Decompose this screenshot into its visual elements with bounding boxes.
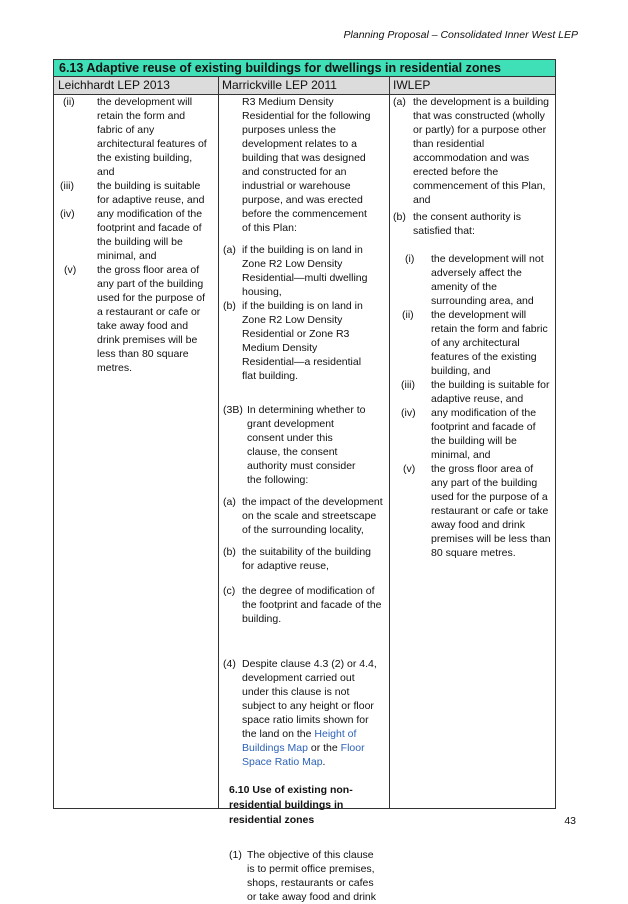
list-item: (i) the development will not adversely affect the amenity of the surrounding area, and <box>405 253 544 307</box>
comparison-table <box>53 59 556 903</box>
floor-space-ratio-map-link[interactable]: Floor Space Ratio Map <box>242 742 365 768</box>
column-header-marrickville: Marrickville LEP 2011 <box>222 78 337 92</box>
list-item: (b) the suitability of the building for adaptive reuse, <box>223 546 371 572</box>
list-item: (v) the gross floor area of any part of the building used for the purpose of a restaurant or cafe or take away food and drink premises will be less than 80 square metres. <box>64 264 205 374</box>
column-header-iwlep: IWLEP <box>393 78 431 92</box>
list-item: (iii) the building is suitable for adaptive reuse, and <box>60 180 205 206</box>
table-header-row <box>54 77 555 95</box>
clause-intro: R3 Medium Density Residential for the following purposes unless the development relates to a building that was designed and constructed for an industrial or warehouse purpose, and was erected before the commencement of this Plan: <box>242 96 371 234</box>
list-item: (a) if the building is on land in Zone R2 Low Density Residential—multi dwelling housing, <box>223 244 368 298</box>
list-item: (a) the development is a building that was constructed (wholly or partly) for a purpose other than residential accommodation and was erected before the commencement of this Plan, and <box>393 96 550 206</box>
table-title: 6.13 Adaptive reuse of existing buildings for dwellings in residential zones <box>54 60 555 77</box>
page-header: Planning Proposal – Consolidated Inner West LEP <box>343 29 578 41</box>
column-divider <box>389 77 390 808</box>
list-item: (1) The objective of this clause is to permit office premises, shops, restaurants or cafes or take away food and drink <box>229 849 376 903</box>
list-item: (b) the consent authority is satisfied that: <box>393 211 521 237</box>
list-item: (a) the impact of the development on the scale and streetscape of the surrounding locality, <box>223 496 383 536</box>
list-item: (iii) the building is suitable for adaptive reuse, and <box>401 379 550 405</box>
iwlep-column <box>393 95 554 560</box>
list-item: (3B) In determining whether to grant development consent under this clause, the consent authority must consider the following: <box>223 404 366 486</box>
leichhardt-column <box>60 95 212 375</box>
list-item: (iv) any modification of the footprint and facade of the building will be minimal, and <box>401 407 537 461</box>
list-item: (iv) any modification of the footprint and facade of the building will be minimal, and <box>60 208 203 262</box>
column-divider <box>218 77 219 808</box>
page-number: 43 <box>564 815 576 827</box>
list-item: (4) Despite clause 4.3 (2) or 4.4, development carried out under this clause is not subject to any height or floor space ratio limits shown for the land on the Height of Buildings Map or the Floor Space Ratio Map. <box>223 658 377 768</box>
list-item: (c) the degree of modification of the footprint and facade of the building. <box>223 585 382 625</box>
list-item: (ii) the development will retain the form and fabric of any architectural features of the existing building, and <box>402 309 548 377</box>
height-of-buildings-map-link[interactable]: Height of Buildings Map <box>242 728 357 754</box>
list-item: (v) the gross floor area of any part of the building used for the purpose of a restaurant or cafe or take away food and drink premises will be less than 80 square metres. <box>403 463 551 559</box>
list-item: (b) if the building is on land in Zone R2 Low Density Residential or Zone R3 Medium Density Residential—a residential flat building. <box>223 300 363 382</box>
list-item: (ii) the development will retain the form and fabric of any architectural features of the existing building, and <box>63 96 207 178</box>
marrickville-column <box>223 95 384 904</box>
column-header-leichhardt: Leichhardt LEP 2013 <box>58 78 170 92</box>
section-heading: 6.10 Use of existing non-residential buildings in residential zones <box>229 784 353 826</box>
